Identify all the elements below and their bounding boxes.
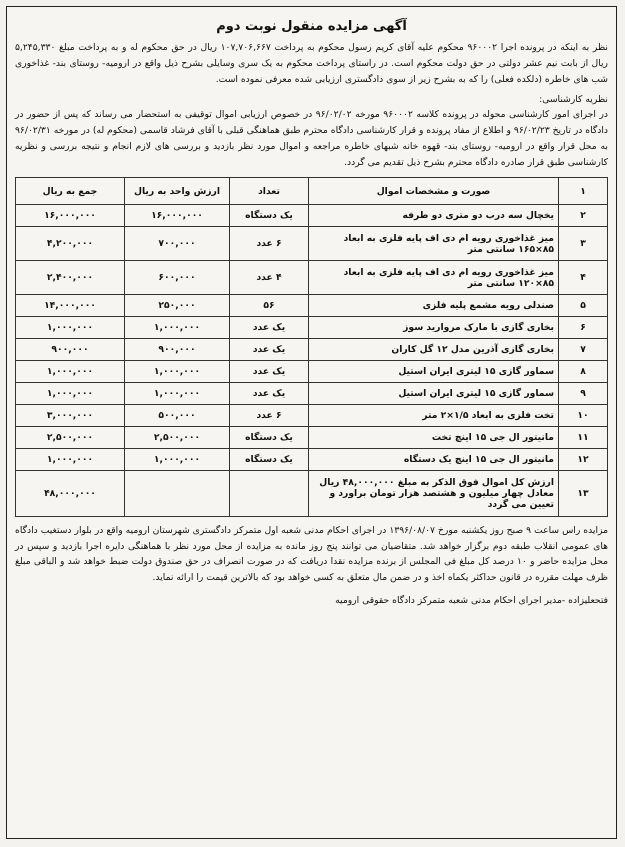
row-quantity: یک دستگاه <box>230 205 309 227</box>
row-quantity: یک عدد <box>230 317 309 339</box>
row-number: ۶ <box>559 317 608 339</box>
notice-page <box>6 6 617 839</box>
row-total: ۲,۴۰۰,۰۰۰ <box>16 261 125 295</box>
row-description: مانیتور ال جی ۱۵ اینچ یک دستگاه <box>309 449 559 471</box>
header-number: ۱ <box>559 178 608 205</box>
row-unit-value: ۷۰۰,۰۰۰ <box>125 227 230 261</box>
header-total: جمع به ریال <box>16 178 125 205</box>
intro-paragraph: نظر به اینکه در پرونده اجرا ۹۶۰۰۰۲ محکوم علیه آقای کریم رسول محکوم به پرداخت ۱۰۷,۷۰۶,۶۶۷ ریال در حق محکوم له و به پرداخت مبلغ ۵,۲۴۵,۳۳۰ ریال از بابت نیم عشر دولتی در حق دولت محکوم است. در راستای پرداخت محکوم به یک سری وسایلی بشرح ذیل واقع در ارومیه- روستای بند- غذاخوری شب های خاطره (دلکده فعلی) را که به بشرح زیر از سوی دادگستری ارزیابی شده معرفی نموده است. <box>15 42 608 85</box>
row-unit-value: ۱,۰۰۰,۰۰۰ <box>125 317 230 339</box>
table-row <box>16 361 608 383</box>
row-unit-value: ۲۵۰,۰۰۰ <box>125 295 230 317</box>
row-total: ۱۶,۰۰۰,۰۰۰ <box>16 205 125 227</box>
table-header-row <box>16 178 608 205</box>
table-row <box>16 449 608 471</box>
row-quantity: ۶ عدد <box>230 227 309 261</box>
row-description: بخاری گازی آذرین مدل ۱۲ گل کاران <box>309 339 559 361</box>
row-unit-value: ۹۰۰,۰۰۰ <box>125 339 230 361</box>
row-quantity: یک عدد <box>230 383 309 405</box>
row-description: صندلی رویه مشمع پلیه فلزی <box>309 295 559 317</box>
table-row <box>16 261 608 295</box>
row-description: بخاری گازی با مارک مروارید سوز <box>309 317 559 339</box>
row-description: یخچال سه درب دو متری دو طرفه <box>309 205 559 227</box>
row-number: ۹ <box>559 383 608 405</box>
signature-line: فتحعلیزاده -مدیر اجرای احکام مدنی شعبه متمرکز دادگاه حقوقی ارومیه <box>335 595 608 606</box>
row-quantity: یک عدد <box>230 339 309 361</box>
notice-title: آگهی مزایده منقول نوبت دوم <box>216 19 407 34</box>
row-unit-value: ۲,۵۰۰,۰۰۰ <box>125 427 230 449</box>
header-unit-value: ارزش واحد به ریال <box>125 178 230 205</box>
header-quantity: تعداد <box>230 178 309 205</box>
row-unit-value: ۱۶,۰۰۰,۰۰۰ <box>125 205 230 227</box>
row-description: مانیتور ال جی ۱۵ اینچ تخت <box>309 427 559 449</box>
table-row <box>16 227 608 261</box>
row-quantity: یک دستگاه <box>230 427 309 449</box>
row-total: ۴۸,۰۰۰,۰۰۰ <box>16 471 125 517</box>
row-total: ۲,۵۰۰,۰۰۰ <box>16 427 125 449</box>
row-total: ۱,۰۰۰,۰۰۰ <box>16 449 125 471</box>
row-number: ۱۲ <box>559 449 608 471</box>
row-unit-value: ۱,۰۰۰,۰۰۰ <box>125 449 230 471</box>
row-total: ۱,۰۰۰,۰۰۰ <box>16 317 125 339</box>
table-row-total <box>16 471 608 517</box>
row-quantity: یک عدد <box>230 361 309 383</box>
row-description: سماور گازی ۱۵ لیتری ایران استیل <box>309 361 559 383</box>
table-row <box>16 427 608 449</box>
expert-heading: نظریه کارشناسی: <box>539 94 608 105</box>
row-quantity <box>230 471 309 517</box>
table-row <box>16 205 608 227</box>
row-quantity: ۵۶ <box>230 295 309 317</box>
row-unit-value: ۵۰۰,۰۰۰ <box>125 405 230 427</box>
table-row <box>16 295 608 317</box>
row-number: ۸ <box>559 361 608 383</box>
row-total: ۴,۲۰۰,۰۰۰ <box>16 227 125 261</box>
row-number: ۴ <box>559 261 608 295</box>
row-description: ارزش کل اموال فوق الذکر به مبلغ ۴۸,۰۰۰,۰۰۰ ریال معادل چهار میلیون و هشتصد هزار تومان براورد و تعیین می گردد <box>309 471 559 517</box>
row-number: ۱۰ <box>559 405 608 427</box>
row-description: میز غذاخوری رویه ام دی اف پایه فلزی به ابعاد ۸۵×۱۲۰ سانتی متر <box>309 261 559 295</box>
row-number: ۷ <box>559 339 608 361</box>
auction-terms-paragraph: مزایده راس ساعت ۹ صبح روز یکشنبه مورخ ۱۳۹۶/۰۸/۰۷ در اجرای احکام مدنی شعبه اول متمرکز دادگستری شهرستان ارومیه واقع در بلوار دستغیب دادگاه های عمومی انقلاب طبقه دوم برگزار خواهد شد. متقاضیان می توانند پنج روز مانده به مزایده از محل مورد نظر با هماهنگی دایره اجرا بازدید و سپس در محل مزایده حاضر و ۱۰ درصد کل مبلغ فی المجلس از برنده مزایده نقدا دریافت که در صورت انصراف در حق صندوق دولت ضبط خواهد شد و الباقی مبلغ ظرف مهلت مقرره در قانون حداکثر یکماه اخذ و در ضمن مال متعلق به کسی خواهد بود که بالاترین قیمت را ارائه نماید. <box>15 525 609 583</box>
row-total: ۹۰۰,۰۰۰ <box>16 339 125 361</box>
row-quantity: ۶ عدد <box>230 405 309 427</box>
row-total: ۳,۰۰۰,۰۰۰ <box>16 405 125 427</box>
row-total: ۱۴,۰۰۰,۰۰۰ <box>16 295 125 317</box>
row-total: ۱,۰۰۰,۰۰۰ <box>16 383 125 405</box>
table-row <box>16 339 608 361</box>
row-number: ۳ <box>559 227 608 261</box>
header-description: صورت و مشخصات اموال <box>309 178 559 205</box>
row-unit-value: ۱,۰۰۰,۰۰۰ <box>125 361 230 383</box>
row-total: ۱,۰۰۰,۰۰۰ <box>16 361 125 383</box>
row-number: ۵ <box>559 295 608 317</box>
row-unit-value: ۱,۰۰۰,۰۰۰ <box>125 383 230 405</box>
row-description: سماور گازی ۱۵ لیتری ایران استیل <box>309 383 559 405</box>
row-quantity: یک دستگاه <box>230 449 309 471</box>
row-description: تخت فلزی به ابعاد ۱/۵×۲ متر <box>309 405 559 427</box>
row-number: ۱۱ <box>559 427 608 449</box>
items-table <box>15 177 608 517</box>
table-row <box>16 383 608 405</box>
table-row <box>16 317 608 339</box>
row-number: ۲ <box>559 205 608 227</box>
row-quantity: ۴ عدد <box>230 261 309 295</box>
row-unit-value <box>125 471 230 517</box>
expert-paragraph: در اجرای امور کارشناسی محوله در پرونده کلاسه ۹۶۰۰۰۲ مورخه ۹۶/۰۲/۰۲ در خصوص ارزیابی اموال توقیفی به استحضار می رساند که پس از حضور در دادگاه در تاریخ ۹۶/۰۲/۲۳ و اطلاع از مفاد پرونده و قرار کارشناسی دادگاه محترم طبق هماهنگی قبلی با آقای فرشاد قاسمی (محکوم له) در مورخه ۹۶/۰۲/۳۱ به محل قرار واقع در ارومیه- روستای بند- قهوه خانه شبهای خاطره مراجعه و اموال مورد نظر بازدید و بررسی های لازم انجام و نتیجه بررسی و نظریه کارشناسی طبق قرار صادره دادگاه محترم بشرح ذیل تقدیم می گردد. <box>15 109 608 168</box>
table-row <box>16 405 608 427</box>
row-description: میز غذاخوری رویه ام دی اف پایه فلزی به ابعاد ۸۵×۱۶۵ سانتی متر <box>309 227 559 261</box>
row-unit-value: ۶۰۰,۰۰۰ <box>125 261 230 295</box>
row-number: ۱۳ <box>559 471 608 517</box>
